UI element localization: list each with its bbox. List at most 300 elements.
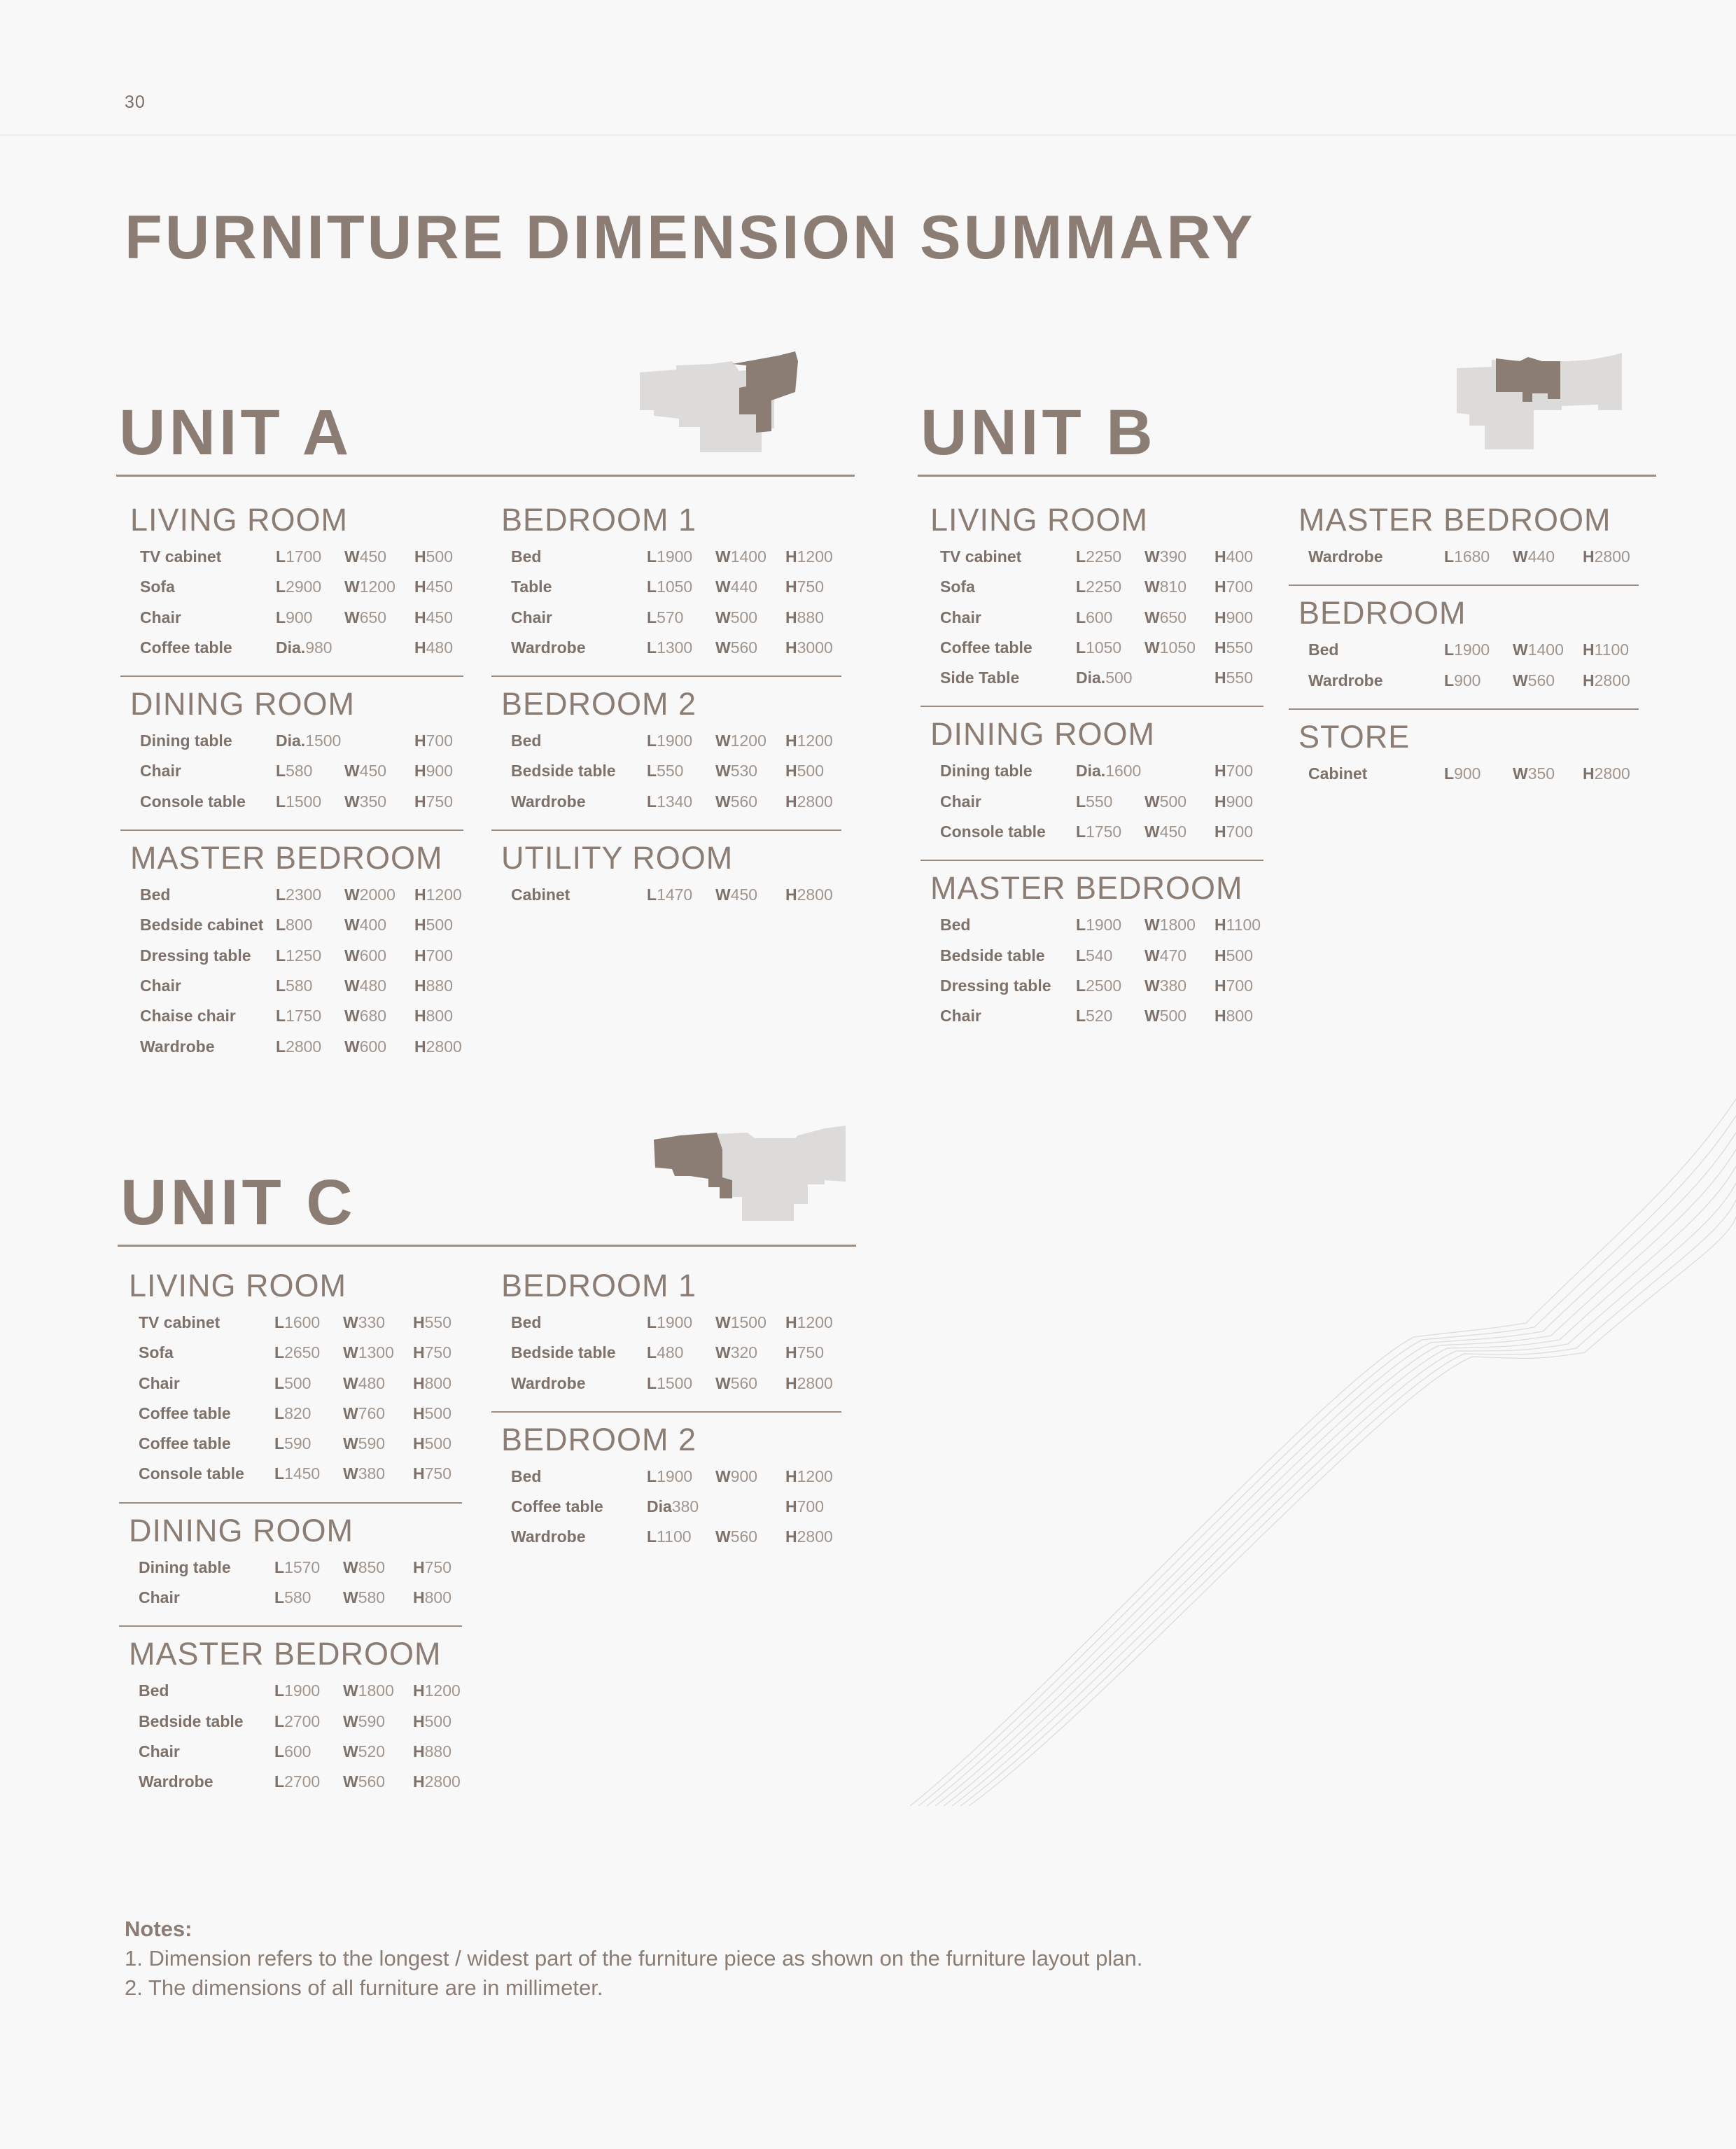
height (1214, 663, 1253, 693)
height-value: 2800 (426, 1037, 462, 1056)
width-label: W (1144, 638, 1160, 657)
length (1076, 1001, 1112, 1031)
furniture-name: Chair (940, 1007, 981, 1026)
height-value: 800 (1226, 1007, 1253, 1026)
height (414, 572, 453, 602)
notes (125, 1914, 1142, 2003)
height-label: H (1214, 762, 1226, 780)
furniture-row (129, 1676, 462, 1706)
length-value: 570 (657, 608, 684, 626)
height (413, 1368, 451, 1399)
unit-column (120, 503, 463, 1062)
height (1214, 572, 1253, 602)
page-number: 30 (125, 92, 146, 112)
height-value: 880 (424, 1742, 451, 1760)
height-value: 550 (424, 1313, 451, 1331)
room-title: BEDROOM (1298, 595, 1466, 631)
furniture-name: Chair (139, 1588, 180, 1607)
height-value: 450 (426, 578, 453, 596)
height (414, 633, 453, 663)
width (344, 756, 386, 786)
length-label: L (647, 886, 657, 904)
width (1144, 971, 1186, 1001)
room-title: MASTER BEDROOM (129, 1636, 442, 1672)
length-value: 1050 (1086, 638, 1122, 657)
width-value: 810 (1159, 578, 1187, 596)
length (274, 1767, 320, 1797)
width (343, 1308, 385, 1338)
length-label: L (1076, 976, 1086, 995)
furniture-row (130, 726, 463, 756)
length (1076, 817, 1121, 847)
furniture-row (129, 1583, 462, 1613)
length-label: L (647, 762, 657, 780)
length-label: L (274, 1434, 285, 1453)
height-label: H (1214, 946, 1226, 965)
width-label: W (344, 976, 360, 995)
furniture-name: Console table (940, 822, 1046, 841)
furniture-row (130, 756, 463, 786)
length (274, 1737, 311, 1767)
width-value: 1500 (730, 1313, 766, 1331)
diameter-label: Dia. (1076, 668, 1106, 687)
height (414, 910, 453, 940)
width-label: W (715, 1527, 731, 1546)
height (413, 1308, 451, 1338)
width-label: W (1144, 608, 1160, 626)
height-value: 750 (797, 1343, 824, 1362)
width (343, 1737, 385, 1767)
height-value: 550 (1226, 638, 1253, 657)
length-value: 1900 (657, 732, 693, 750)
height (413, 1767, 461, 1797)
furniture-row (130, 971, 463, 1001)
length (276, 603, 312, 633)
length-value: 1600 (284, 1313, 321, 1331)
room-section (920, 717, 1264, 847)
width (1144, 941, 1186, 971)
furniture-name: Console table (140, 792, 246, 811)
diameter-label: Dia. (1076, 762, 1106, 780)
furniture-name: Dining table (139, 1558, 231, 1576)
length (1444, 759, 1480, 789)
furniture-row (501, 603, 841, 633)
width-label: W (343, 1558, 358, 1576)
length (274, 1308, 320, 1338)
height-label: H (1214, 1007, 1226, 1026)
width-value: 600 (359, 1037, 387, 1056)
height-label: H (413, 1742, 425, 1760)
furniture-name: Bedside table (940, 946, 1045, 965)
width-label: W (343, 1772, 358, 1791)
length-value: 1900 (657, 547, 693, 566)
height-value: 880 (797, 608, 824, 626)
unit-title: UNIT A (119, 397, 353, 468)
height-label: H (414, 608, 426, 626)
height-value: 1200 (424, 1681, 461, 1700)
room-title: BEDROOM 1 (501, 502, 697, 538)
height (413, 1553, 451, 1583)
furniture-row (930, 603, 1264, 633)
width-label: W (715, 886, 731, 904)
width (1513, 542, 1555, 572)
width-value: 320 (730, 1343, 758, 1362)
height (1214, 817, 1253, 847)
furniture-name: Wardrobe (511, 1373, 586, 1392)
height-label: H (785, 608, 797, 626)
width-label: W (343, 1588, 358, 1607)
length-label: L (1076, 608, 1086, 626)
width-value: 1400 (1527, 640, 1564, 659)
length-value: 2700 (284, 1712, 321, 1730)
height-label: H (413, 1343, 425, 1362)
height-value: 750 (424, 1558, 451, 1576)
length (1076, 542, 1121, 572)
room-section (920, 871, 1264, 1031)
height-value: 750 (424, 1343, 451, 1362)
width-value: 1200 (359, 578, 396, 596)
height (414, 542, 453, 572)
furniture-name: Bed (511, 547, 542, 566)
height-label: H (1583, 671, 1595, 690)
width-label: W (343, 1712, 358, 1730)
width (715, 1308, 766, 1338)
height-value: 700 (426, 946, 453, 965)
furniture-name: Chair (140, 762, 181, 780)
room-section (1289, 596, 1639, 696)
length-value: 1100 (657, 1527, 692, 1546)
furniture-row (501, 1462, 841, 1492)
height (414, 1001, 453, 1031)
length-label: L (276, 1007, 286, 1026)
unit-title: UNIT B (920, 397, 1156, 468)
room-title: DINING ROOM (129, 1512, 354, 1548)
height-value: 700 (1226, 822, 1253, 841)
width-label: W (1144, 1007, 1160, 1026)
width (715, 633, 757, 663)
width-label: W (1144, 578, 1160, 596)
height-value: 2800 (424, 1772, 461, 1791)
height (1214, 910, 1261, 940)
furniture-name: Wardrobe (1308, 547, 1383, 566)
room-title: BEDROOM 2 (501, 686, 697, 722)
length-label: L (274, 1588, 285, 1607)
unit-divider (918, 475, 1656, 477)
length-value: 1700 (286, 547, 322, 566)
room-section (491, 1268, 841, 1399)
height (414, 756, 453, 786)
room-section (119, 1268, 462, 1490)
width (715, 726, 766, 756)
unit-a-block (116, 350, 855, 1064)
furniture-row (501, 1368, 841, 1399)
height-label: H (414, 578, 426, 596)
width (715, 787, 757, 817)
furniture-row (1298, 542, 1639, 572)
width-label: W (343, 1434, 358, 1453)
width-label: W (715, 1466, 731, 1485)
furniture-row (501, 880, 841, 910)
width-value: 1300 (358, 1343, 394, 1362)
width-value: 560 (358, 1772, 386, 1791)
height-label: H (785, 638, 797, 657)
room-section (120, 687, 463, 817)
length-value: 500 (284, 1373, 312, 1392)
length (647, 1462, 692, 1492)
furniture-row (130, 880, 463, 910)
width-value: 1800 (1159, 916, 1196, 934)
furniture-name: Bed (139, 1681, 169, 1700)
height (414, 941, 453, 971)
length-value: 580 (286, 976, 313, 995)
height-value: 800 (424, 1373, 451, 1392)
length-value: 900 (1454, 671, 1481, 690)
height (413, 1399, 451, 1429)
height-label: H (1214, 578, 1226, 596)
length-label: L (276, 886, 286, 904)
height-value: 550 (1226, 668, 1253, 687)
length (274, 1676, 320, 1706)
width (715, 603, 757, 633)
furniture-row (930, 756, 1264, 786)
unit-divider (118, 1245, 856, 1247)
furniture-row (930, 1001, 1264, 1031)
length (647, 572, 692, 602)
length-label: L (647, 547, 657, 566)
height-label: H (414, 547, 426, 566)
height-value: 1200 (797, 547, 833, 566)
furniture-name: Bed (511, 1313, 542, 1331)
length-label: L (274, 1343, 285, 1362)
furniture-row (129, 1553, 462, 1583)
length-value: 1900 (284, 1681, 321, 1700)
width (715, 542, 766, 572)
section-divider (120, 676, 463, 677)
width-label: W (715, 1343, 731, 1362)
height-label: H (785, 547, 797, 566)
diameter-label: Dia. (276, 638, 306, 657)
furniture-name: Bedside table (511, 762, 616, 780)
width-value: 480 (358, 1373, 386, 1392)
height-value: 500 (797, 762, 824, 780)
width-label: W (715, 547, 731, 566)
width (343, 1583, 385, 1613)
length-value: 1500 (657, 1373, 693, 1392)
furniture-name: Coffee table (139, 1404, 231, 1422)
height-value: 480 (426, 638, 453, 657)
length-value: 1750 (286, 1007, 322, 1026)
furniture-name: Chair (940, 792, 981, 811)
width-label: W (1144, 822, 1160, 841)
width-value: 680 (359, 1007, 387, 1026)
height-label: H (414, 1007, 426, 1026)
length (274, 1583, 311, 1613)
height (1583, 542, 1630, 572)
height (785, 1492, 824, 1522)
length-label: L (274, 1772, 285, 1791)
furniture-name: Wardrobe (139, 1772, 214, 1791)
length (276, 787, 321, 817)
room-title: DINING ROOM (930, 716, 1155, 752)
length-label: L (274, 1681, 285, 1700)
length (276, 542, 321, 572)
height-value: 2800 (1594, 764, 1630, 783)
width-value: 350 (359, 792, 387, 811)
width (715, 1368, 757, 1399)
height (785, 1338, 824, 1368)
length-label: L (647, 792, 657, 811)
height-label: H (414, 792, 426, 811)
furniture-row (129, 1707, 462, 1737)
height-label: H (785, 732, 797, 750)
height-label: H (413, 1588, 425, 1607)
height (1583, 635, 1629, 665)
furniture-row (130, 910, 463, 940)
height (785, 787, 833, 817)
width (715, 1338, 757, 1368)
furniture-row (129, 1429, 462, 1459)
height (413, 1676, 461, 1706)
furniture-name: Chair (140, 976, 181, 995)
width (1513, 759, 1555, 789)
height-label: H (785, 1313, 797, 1331)
furniture-row (501, 756, 841, 786)
height-value: 3000 (797, 638, 833, 657)
room-title: BEDROOM 2 (501, 1421, 697, 1457)
length-value: 1450 (284, 1464, 321, 1483)
width-value: 1400 (730, 547, 766, 566)
height (785, 572, 824, 602)
furniture-row (129, 1399, 462, 1429)
height-label: H (1583, 764, 1595, 783)
width (1144, 817, 1186, 847)
length (274, 1707, 320, 1737)
height-value: 500 (1226, 946, 1253, 965)
furniture-row (129, 1368, 462, 1399)
width (715, 572, 757, 602)
length (647, 1522, 692, 1552)
width-value: 760 (358, 1404, 386, 1422)
height (414, 1032, 462, 1062)
furniture-name: Chair (511, 608, 552, 626)
length (276, 572, 321, 602)
height-value: 1100 (1594, 640, 1630, 659)
height (1214, 941, 1253, 971)
room-section (491, 687, 841, 817)
height-label: H (413, 1313, 425, 1331)
length (647, 787, 692, 817)
length-value: 540 (1086, 946, 1113, 965)
height-value: 1100 (1226, 916, 1261, 934)
width-label: W (715, 638, 731, 657)
section-divider (119, 1625, 462, 1627)
diameter-value: 1500 (305, 732, 342, 750)
room-title: DINING ROOM (130, 686, 355, 722)
width-value: 500 (1159, 1007, 1187, 1026)
height-label: H (785, 578, 797, 596)
length (276, 1001, 321, 1031)
width-label: W (715, 732, 731, 750)
section-divider (120, 830, 463, 831)
height (414, 971, 453, 1001)
furniture-row (1298, 759, 1639, 789)
furniture-name: TV cabinet (139, 1313, 220, 1331)
width (344, 572, 396, 602)
length (276, 756, 312, 786)
furniture-name: Wardrobe (140, 1037, 215, 1056)
height-value: 500 (424, 1434, 451, 1453)
height-label: H (414, 916, 426, 934)
height-value: 750 (424, 1464, 451, 1483)
height-label: H (413, 1681, 425, 1700)
length-value: 1340 (657, 792, 693, 811)
length-label: L (1076, 578, 1086, 596)
height-label: H (1214, 822, 1226, 841)
unit-keyplan-icon (1450, 350, 1660, 455)
length-label: L (276, 792, 286, 811)
furniture-row (129, 1737, 462, 1767)
length-label: L (276, 976, 286, 995)
width-label: W (343, 1373, 358, 1392)
height-label: H (1214, 792, 1226, 811)
unit-column (491, 503, 841, 910)
length (274, 1459, 320, 1489)
room-section (119, 1513, 462, 1614)
section-divider (491, 676, 841, 677)
furniture-name: Chaise chair (140, 1007, 236, 1026)
furniture-row (501, 1492, 841, 1522)
height-value: 2800 (1594, 547, 1630, 566)
furniture-name: TV cabinet (140, 547, 222, 566)
furniture-row (501, 1338, 841, 1368)
furniture-row (1298, 666, 1639, 696)
furniture-name: Bed (140, 886, 171, 904)
room-title: STORE (1298, 718, 1410, 755)
furniture-name: Bedside table (139, 1712, 244, 1730)
height (414, 603, 453, 633)
width (343, 1553, 385, 1583)
height-label: H (1214, 916, 1226, 934)
length-value: 1500 (286, 792, 322, 811)
unit-keyplan-icon (634, 350, 837, 455)
unit-keyplan-icon (650, 1120, 860, 1225)
furniture-name: Chair (139, 1742, 180, 1760)
width (344, 941, 386, 971)
width-value: 450 (1159, 822, 1187, 841)
unit-column (1289, 503, 1639, 789)
room-title: BEDROOM 1 (501, 1268, 697, 1303)
length-label: L (276, 946, 286, 965)
length-label: L (1076, 822, 1086, 841)
room-section (491, 503, 841, 663)
length (1076, 971, 1121, 1001)
section-divider (491, 830, 841, 831)
width-label: W (715, 1373, 731, 1392)
length-label: L (1076, 1007, 1086, 1026)
width-value: 1050 (1159, 638, 1196, 657)
diameter (276, 726, 341, 756)
diameter (1076, 663, 1133, 693)
height-label: H (1214, 608, 1226, 626)
unit-column (491, 1268, 841, 1553)
length-value: 550 (657, 762, 684, 780)
length-value: 580 (284, 1588, 312, 1607)
width-value: 1200 (730, 732, 766, 750)
furniture-row (1298, 635, 1639, 665)
width-label: W (1513, 640, 1528, 659)
length-label: L (276, 762, 286, 780)
note-item: 1. Dimension refers to the longest / widest part of the furniture piece as shown on the furniture layout plan. (125, 1946, 1143, 1970)
